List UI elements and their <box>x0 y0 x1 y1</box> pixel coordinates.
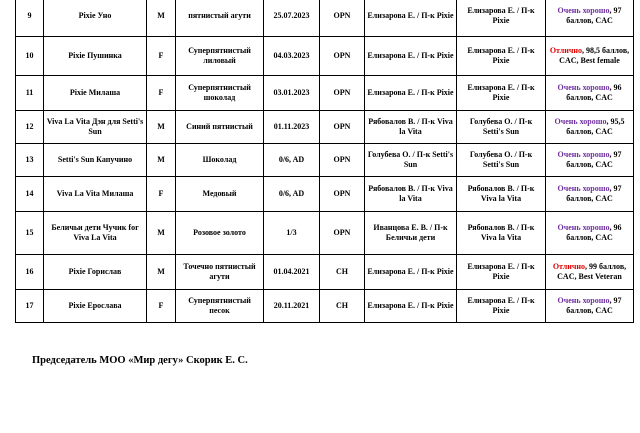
color-cell: Синий пятнистый <box>176 111 264 144</box>
table-row <box>16 37 634 76</box>
sex-cell: F <box>147 290 176 323</box>
color-cell: пятнистый агути <box>176 0 264 37</box>
sex-cell: M <box>147 0 176 37</box>
grade-cell <box>546 76 634 111</box>
row-number-cell: 10 <box>16 37 44 76</box>
row-number-cell: 17 <box>16 290 44 323</box>
table-row <box>16 111 634 144</box>
birth-date-cell: 01.11.2023 <box>264 111 320 144</box>
grade-details: , 96 баллов, CAC <box>566 223 622 242</box>
grade-details: , 97 баллов, CAC <box>566 184 622 203</box>
grade-details: , 96 баллов, CAC <box>566 83 622 102</box>
breeder-cell: Елизарова Е. / П-к Pixie <box>365 0 457 37</box>
grade-details: , 97 баллов, CAC <box>566 296 622 315</box>
animal-name-cell: Pixie Ерослава <box>44 290 147 323</box>
row-number-cell: 12 <box>16 111 44 144</box>
class-cell: CH <box>320 290 365 323</box>
grade-label: Очень хорошо <box>557 184 610 193</box>
animal-name-cell: Setti's Sun Капучино <box>44 144 147 177</box>
sex-cell: F <box>147 177 176 212</box>
class-cell: OPN <box>320 111 365 144</box>
breeder-cell: Рябовалов В. / П-к Viva la Vita <box>365 111 457 144</box>
grade-details: , 97 баллов, CAC <box>566 5 622 25</box>
row-number-cell: 9 <box>16 0 44 37</box>
row-number-cell: 16 <box>16 255 44 290</box>
row-number-cell: 15 <box>16 212 44 255</box>
grade-label: Очень хорошо <box>557 5 610 15</box>
class-cell: OPN <box>320 76 365 111</box>
color-cell: Суперпятнистый шоколад <box>176 76 264 111</box>
class-cell: OPN <box>320 0 365 37</box>
sex-cell: F <box>147 37 176 76</box>
animal-name-cell: Pixie Милаша <box>44 76 147 111</box>
table-row <box>16 177 634 212</box>
grade-cell <box>546 177 634 212</box>
color-cell: Суперпятнистый лиловый <box>176 37 264 76</box>
birth-date-cell: 01.04.2021 <box>264 255 320 290</box>
birth-date-cell: 0/6, AD <box>264 144 320 177</box>
birth-date-cell: 0/6, AD <box>264 177 320 212</box>
grade-label: Очень хорошо <box>557 223 610 232</box>
table-row <box>16 144 634 177</box>
table-body <box>16 0 634 323</box>
class-cell: OPN <box>320 177 365 212</box>
animal-name-cell: Pixie Уно <box>44 0 147 37</box>
grade-cell <box>546 255 634 290</box>
sex-cell: M <box>147 144 176 177</box>
owner-cell: Рябовалов В. / П-к Viva la Vita <box>457 177 546 212</box>
sex-cell: M <box>147 255 176 290</box>
color-cell: Медовый <box>176 177 264 212</box>
color-cell: Шоколад <box>176 144 264 177</box>
grade-cell <box>546 290 634 323</box>
animal-name-cell: Pixie Горислав <box>44 255 147 290</box>
breeder-cell: Голубева О. / П-к Setti's Sun <box>365 144 457 177</box>
class-cell: OPN <box>320 212 365 255</box>
row-number-cell: 11 <box>16 76 44 111</box>
sex-cell: M <box>147 212 176 255</box>
animal-name-cell: Pixie Пушинка <box>44 37 147 76</box>
breeder-cell: Елизарова Е. / П-к Pixie <box>365 76 457 111</box>
grade-cell <box>546 212 634 255</box>
grade-details: , 97 баллов, CAC <box>566 150 622 169</box>
class-cell: OPN <box>320 37 365 76</box>
owner-cell: Голубева О. / П-к Setti's Sun <box>457 144 546 177</box>
sex-cell: F <box>147 76 176 111</box>
birth-date-cell: 04.03.2023 <box>264 37 320 76</box>
sex-cell: M <box>147 111 176 144</box>
table-row <box>16 76 634 111</box>
grade-details: , 99 баллов, CAC, Best Veteran <box>557 262 627 281</box>
grade-cell <box>546 37 634 76</box>
grade-label: Очень хорошо <box>557 296 610 305</box>
birth-date-cell: 25.07.2023 <box>264 0 320 37</box>
breeder-cell: Рябовалов В. / П-к Viva la Vita <box>365 177 457 212</box>
color-cell: Суперпятнистый песок <box>176 290 264 323</box>
color-cell: Точечно пятнистый агути <box>176 255 264 290</box>
birth-date-cell: 20.11.2021 <box>264 290 320 323</box>
table-row <box>16 290 634 323</box>
breeder-cell: Иванцова Е. В. / П-к Беличьи дети <box>365 212 457 255</box>
class-cell: CH <box>320 255 365 290</box>
owner-cell: Елизарова Е. / П-к Pixie <box>457 290 546 323</box>
grade-details: , 95,5 баллов, CAC <box>566 117 625 136</box>
animal-name-cell: Viva La Vita Дэн для Setti's Sun <box>44 111 147 144</box>
class-cell: OPN <box>320 144 365 177</box>
breeder-cell: Елизарова Е. / П-к Pixie <box>365 37 457 76</box>
results-table <box>15 0 634 323</box>
owner-cell: Елизарова Е. / П-к Pixie <box>457 37 546 76</box>
table-row <box>16 0 634 37</box>
table-row <box>16 255 634 290</box>
table-row <box>16 212 634 255</box>
owner-cell: Елизарова Е. / П-к Pixie <box>457 255 546 290</box>
birth-date-cell: 1/3 <box>264 212 320 255</box>
grade-label: Очень хорошо <box>557 83 610 92</box>
grade-details: , 98,5 баллов, CAC, Best female <box>559 46 630 65</box>
row-number-cell: 14 <box>16 177 44 212</box>
owner-cell: Голубева О. / П-к Setti's Sun <box>457 111 546 144</box>
row-number-cell: 13 <box>16 144 44 177</box>
grade-cell <box>546 111 634 144</box>
animal-name-cell: Беличьи дети Чучик for Viva La Vita <box>44 212 147 255</box>
grade-cell <box>546 144 634 177</box>
signature-line: Председатель МОО «Мир дегу» Скорик Е. С. <box>32 355 248 366</box>
grade-cell <box>546 0 634 37</box>
owner-cell: Рябовалов В. / П-к Viva la Vita <box>457 212 546 255</box>
grade-label: Отлично <box>549 46 582 55</box>
breeder-cell: Елизарова Е. / П-к Pixie <box>365 255 457 290</box>
animal-name-cell: Viva La Vita Милаша <box>44 177 147 212</box>
grade-label: Очень хорошо <box>557 150 610 159</box>
owner-cell: Елизарова Е. / П-к Pixie <box>457 76 546 111</box>
birth-date-cell: 03.01.2023 <box>264 76 320 111</box>
breeder-cell: Елизарова Е. / П-к Pixie <box>365 290 457 323</box>
color-cell: Розовое золото <box>176 212 264 255</box>
grade-label: Отлично <box>552 262 585 271</box>
grade-label: Очень хорошо <box>554 117 607 126</box>
owner-cell: Елизарова Е. / П-к Pixie <box>457 0 546 37</box>
